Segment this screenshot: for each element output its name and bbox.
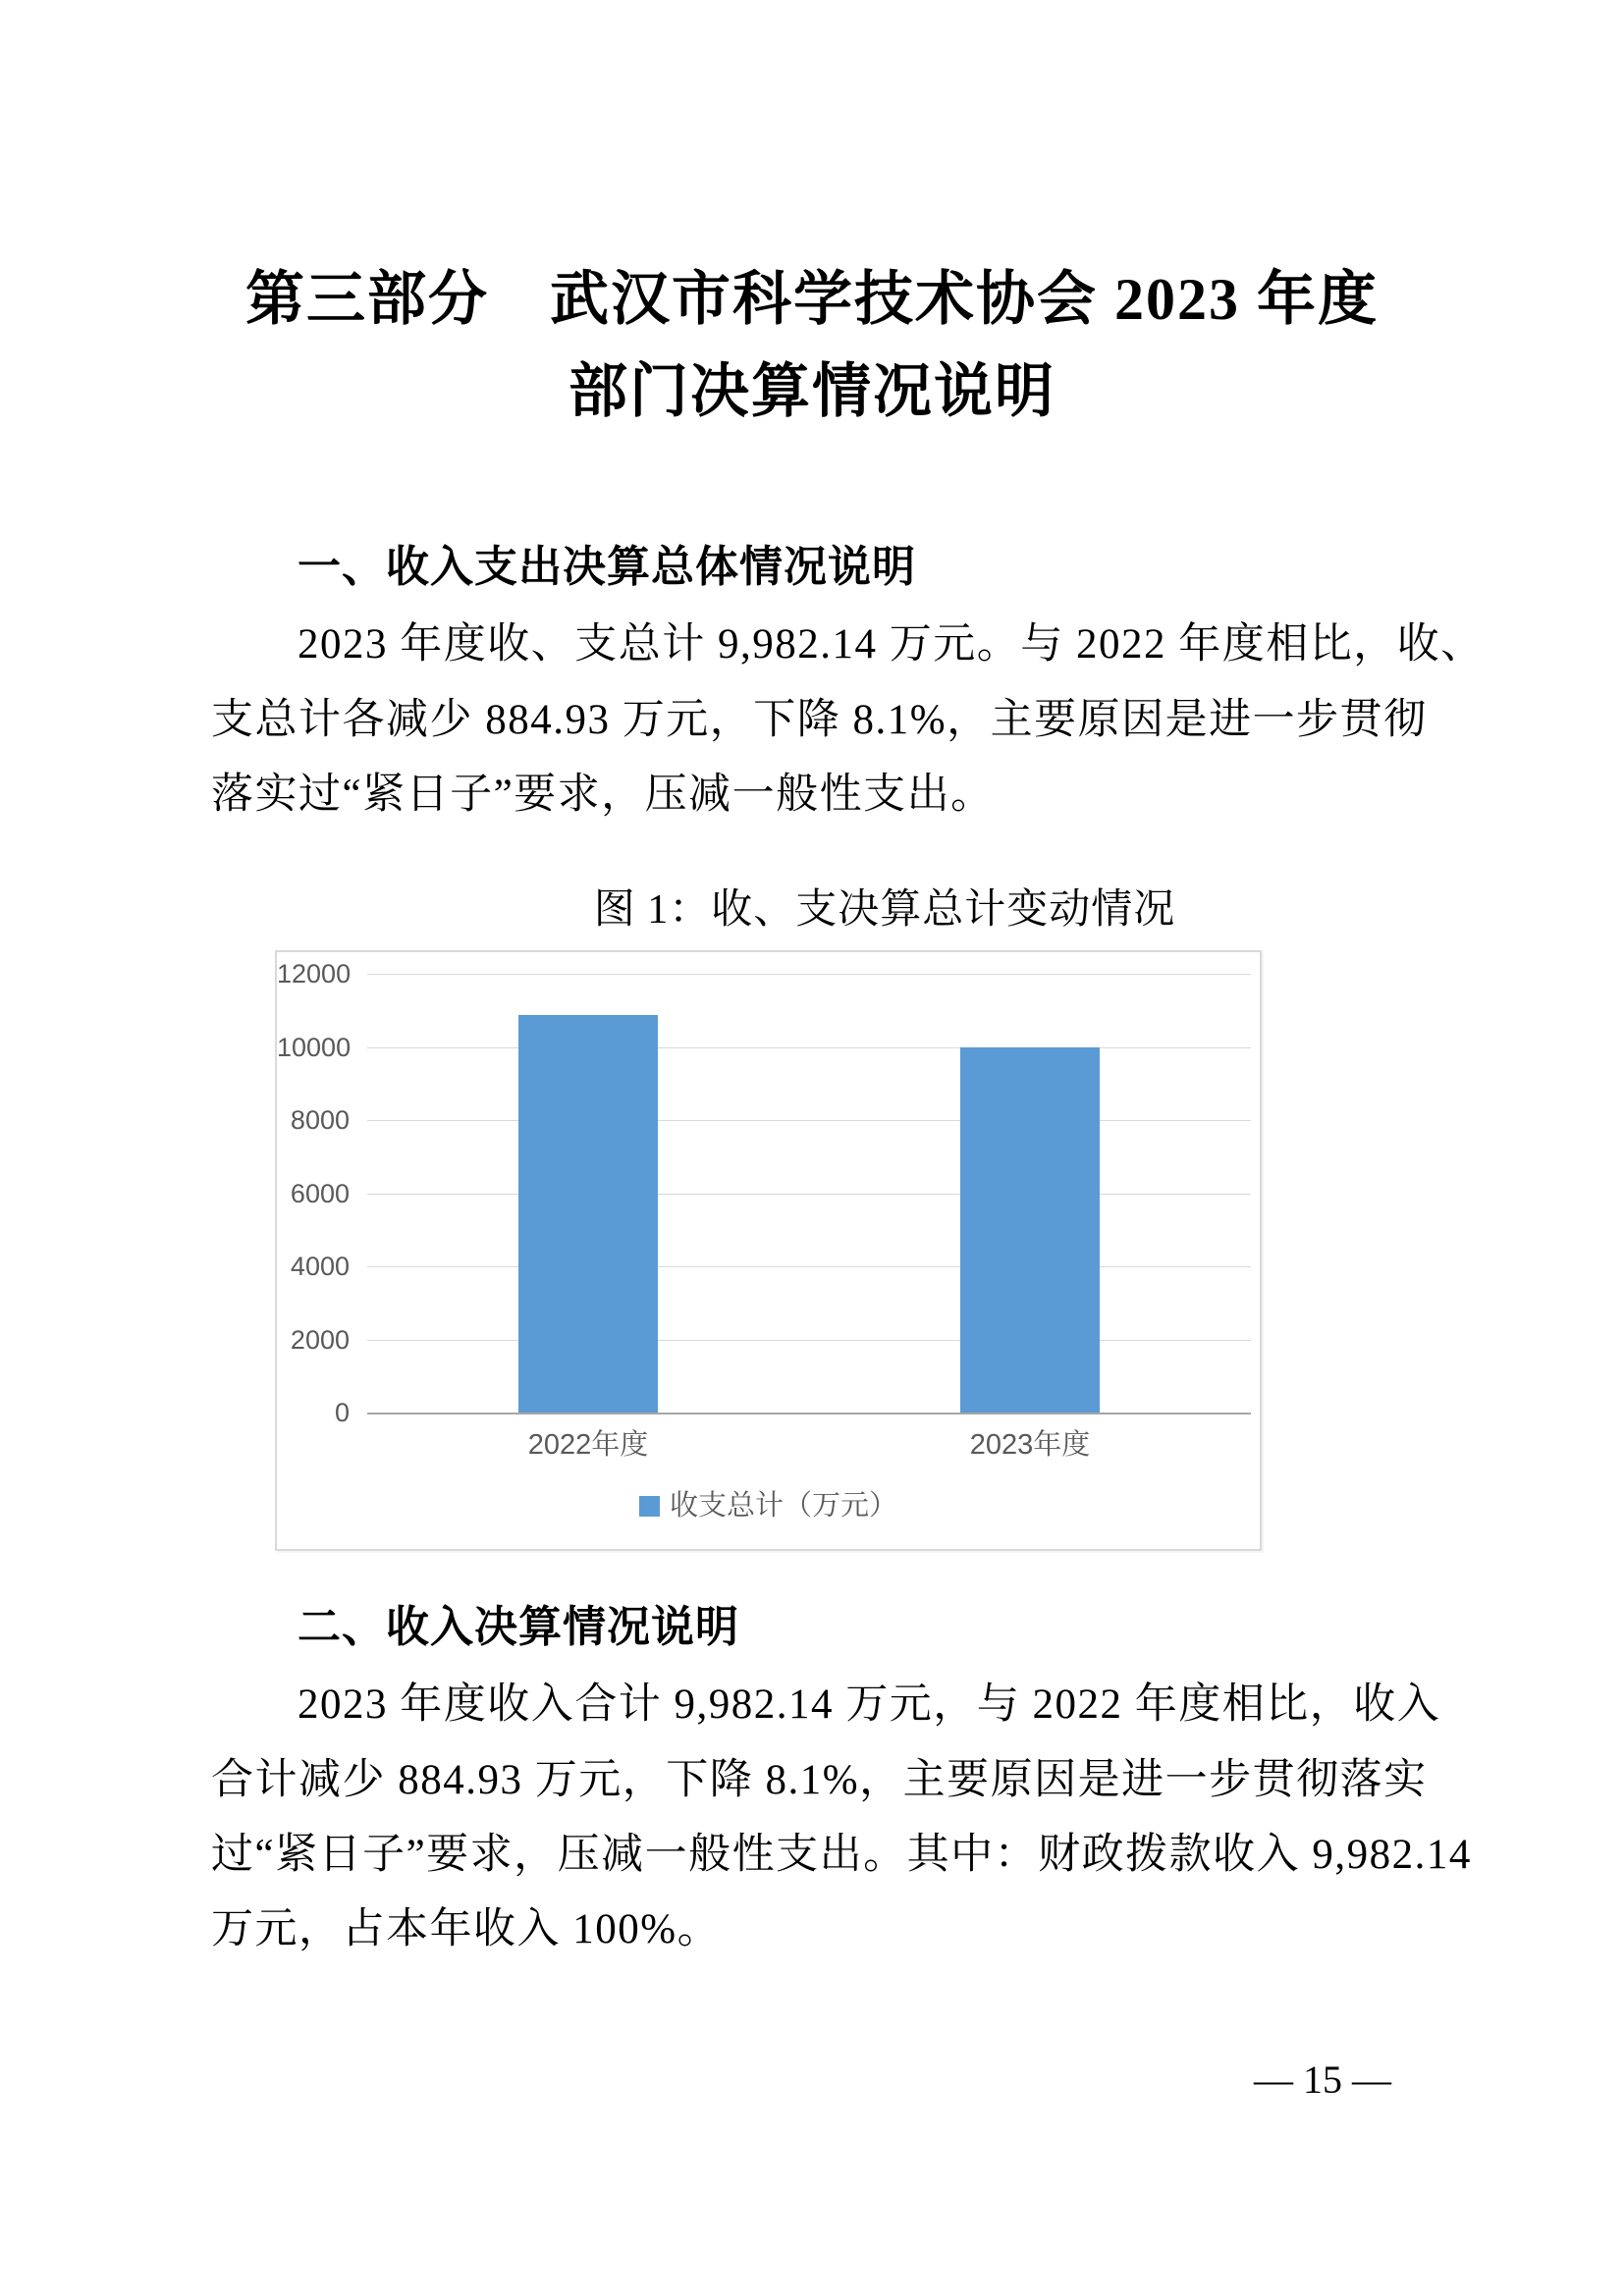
section2-paragraph-line4: 万元，占本年收入 100%。 — [211, 1906, 722, 1952]
y-tick-label: 10000 — [277, 1032, 352, 1062]
gridline — [367, 1194, 1251, 1195]
x-axis-label: 2022年度 — [527, 1429, 649, 1461]
gridline — [367, 1340, 1251, 1341]
x-axis-line — [367, 1413, 1251, 1415]
section1-paragraph-line1: 2023 年度收、支总计 9,982.14 万元。与 2022 年度相比，收、 — [298, 621, 1485, 667]
y-tick-label: 4000 — [290, 1252, 350, 1281]
chart-frame — [275, 950, 1262, 1551]
y-tick-label: 2000 — [290, 1324, 350, 1355]
bar-2022年度 — [518, 1015, 658, 1413]
y-tick-label: 0 — [334, 1398, 350, 1427]
section2-paragraph-line1: 2023 年度收入合计 9,982.14 万元，与 2022 年度相比，收入 — [298, 1682, 1441, 1728]
bar-2023年度 — [960, 1047, 1100, 1413]
section1-paragraph-line3: 落实过“紧日子”要求，压减一般性支出。 — [211, 772, 995, 818]
chart-legend — [277, 1490, 1260, 1522]
legend-swatch-icon — [639, 1496, 660, 1517]
gridline — [367, 1266, 1251, 1267]
doc-title-line1: 第三部分 武汉市科学技术协会 2023 年度 — [245, 267, 1379, 332]
section1-heading: 一、收入支出决算总体情况说明 — [298, 543, 916, 591]
section2-paragraph-line3: 过“紧日子”要求，压减一般性支出。其中：财政拨款收入 9,982.14 — [211, 1832, 1472, 1878]
gridline — [367, 1047, 1251, 1048]
y-tick-label: 8000 — [290, 1105, 350, 1135]
section1-paragraph-line2: 支总计各减少 884.93 万元，下降 8.1%，主要原因是进一步贯彻 — [211, 697, 1428, 743]
gridline — [367, 1120, 1251, 1121]
x-axis-label: 2023年度 — [969, 1429, 1091, 1461]
legend-label: 收支总计（万元） — [669, 1490, 897, 1522]
doc-title-line2: 部门决算情况说明 — [568, 359, 1056, 424]
y-tick-label: 6000 — [290, 1178, 350, 1208]
section2-heading: 二、收入决算情况说明 — [298, 1603, 739, 1651]
chart-caption: 图 1：收、支决算总计变动情况 — [593, 887, 1176, 933]
section2-paragraph-line2: 合计减少 884.93 万元，下降 8.1%，主要原因是进一步贯彻落实 — [211, 1757, 1428, 1803]
gridline — [367, 974, 1251, 975]
page-number: — 15 — — [1254, 2057, 1391, 2102]
y-tick-label: 12000 — [277, 959, 352, 988]
